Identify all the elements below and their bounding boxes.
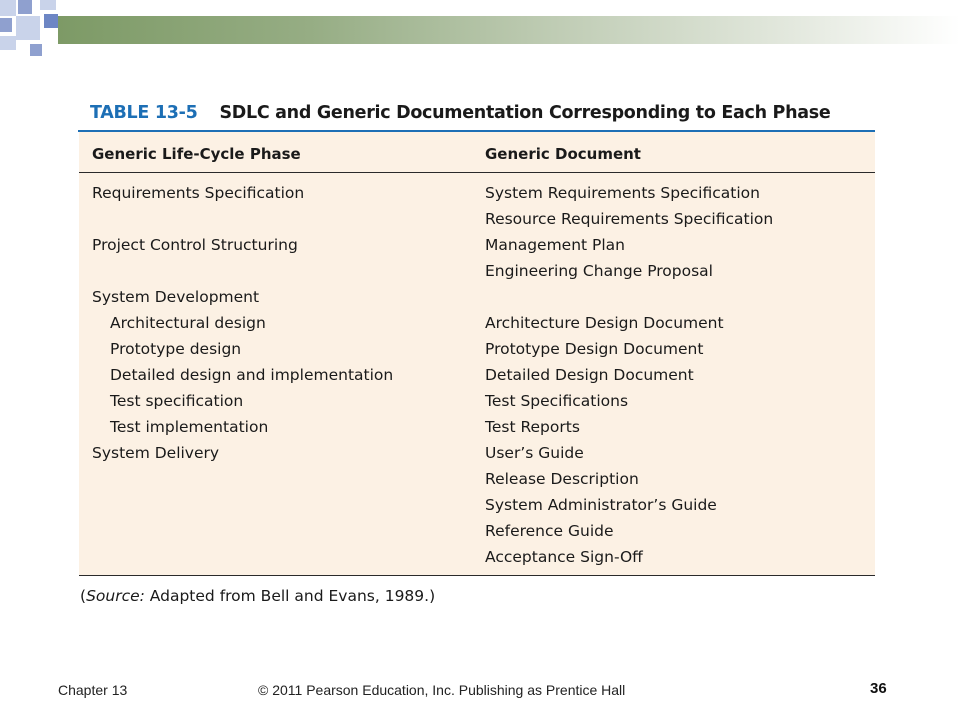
header-divider	[79, 172, 875, 173]
corner-square-4	[0, 18, 12, 32]
document-cell: Detailed Design Document	[485, 366, 694, 384]
source-note	[80, 587, 435, 605]
corner-square-8	[30, 44, 42, 56]
corner-square-5	[16, 16, 40, 40]
document-cell: Test Reports	[485, 418, 580, 436]
footer-chapter: Chapter 13	[58, 682, 128, 698]
table-bottom-rule	[79, 575, 875, 576]
corner-square-2	[18, 0, 32, 14]
document-cell: Prototype Design Document	[485, 340, 704, 358]
document-cell: Engineering Change Proposal	[485, 262, 713, 280]
subphase-cell: Prototype design	[110, 340, 242, 358]
document-cell: Resource Requirements Specification	[485, 210, 774, 228]
phase-cell: System Development	[92, 288, 260, 306]
phase-cell: Requirements Specification	[92, 184, 305, 202]
document-cell: Reference Guide	[485, 522, 614, 540]
phase-cell: Project Control Structuring	[92, 236, 298, 254]
document-cell: Architecture Design Document	[485, 314, 724, 332]
subphase-cell: Detailed design and implementation	[110, 366, 394, 384]
document-cell: User’s Guide	[485, 444, 584, 462]
column-header-phase: Generic Life-Cycle Phase	[92, 145, 301, 163]
page-number: 36	[870, 680, 887, 697]
source-open-paren: (	[80, 587, 87, 605]
table-caption: SDLC and Generic Documentation Corresponding to Each Phase	[219, 103, 831, 123]
footer-copyright: © 2011 Pearson Education, Inc. Publishing as Prentice Hall	[258, 682, 626, 698]
corner-square-3	[40, 0, 56, 10]
column-header-document: Generic Document	[485, 145, 641, 163]
phase-cell: System Delivery	[92, 444, 220, 462]
corner-square-1	[0, 0, 16, 16]
table-title	[90, 103, 830, 123]
header-gradient-bar	[58, 16, 960, 44]
corner-square-7	[0, 36, 16, 50]
subphase-cell: Architectural design	[110, 314, 266, 332]
table-number: TABLE 13-5	[90, 103, 198, 123]
subphase-cell: Test implementation	[110, 418, 269, 436]
corner-square-6	[44, 14, 58, 28]
document-cell: Management Plan	[485, 236, 626, 254]
source-label: Source:	[86, 587, 145, 605]
document-cell: Acceptance Sign-Off	[485, 548, 643, 566]
document-cell: Release Description	[485, 470, 639, 488]
document-cell: System Requirements Specification	[485, 184, 760, 202]
document-cell: System Administrator’s Guide	[485, 496, 717, 514]
document-cell: Test Specifications	[485, 392, 629, 410]
subphase-cell: Test specification	[110, 392, 244, 410]
source-text: Adapted from Bell and Evans, 1989.)	[144, 587, 436, 605]
